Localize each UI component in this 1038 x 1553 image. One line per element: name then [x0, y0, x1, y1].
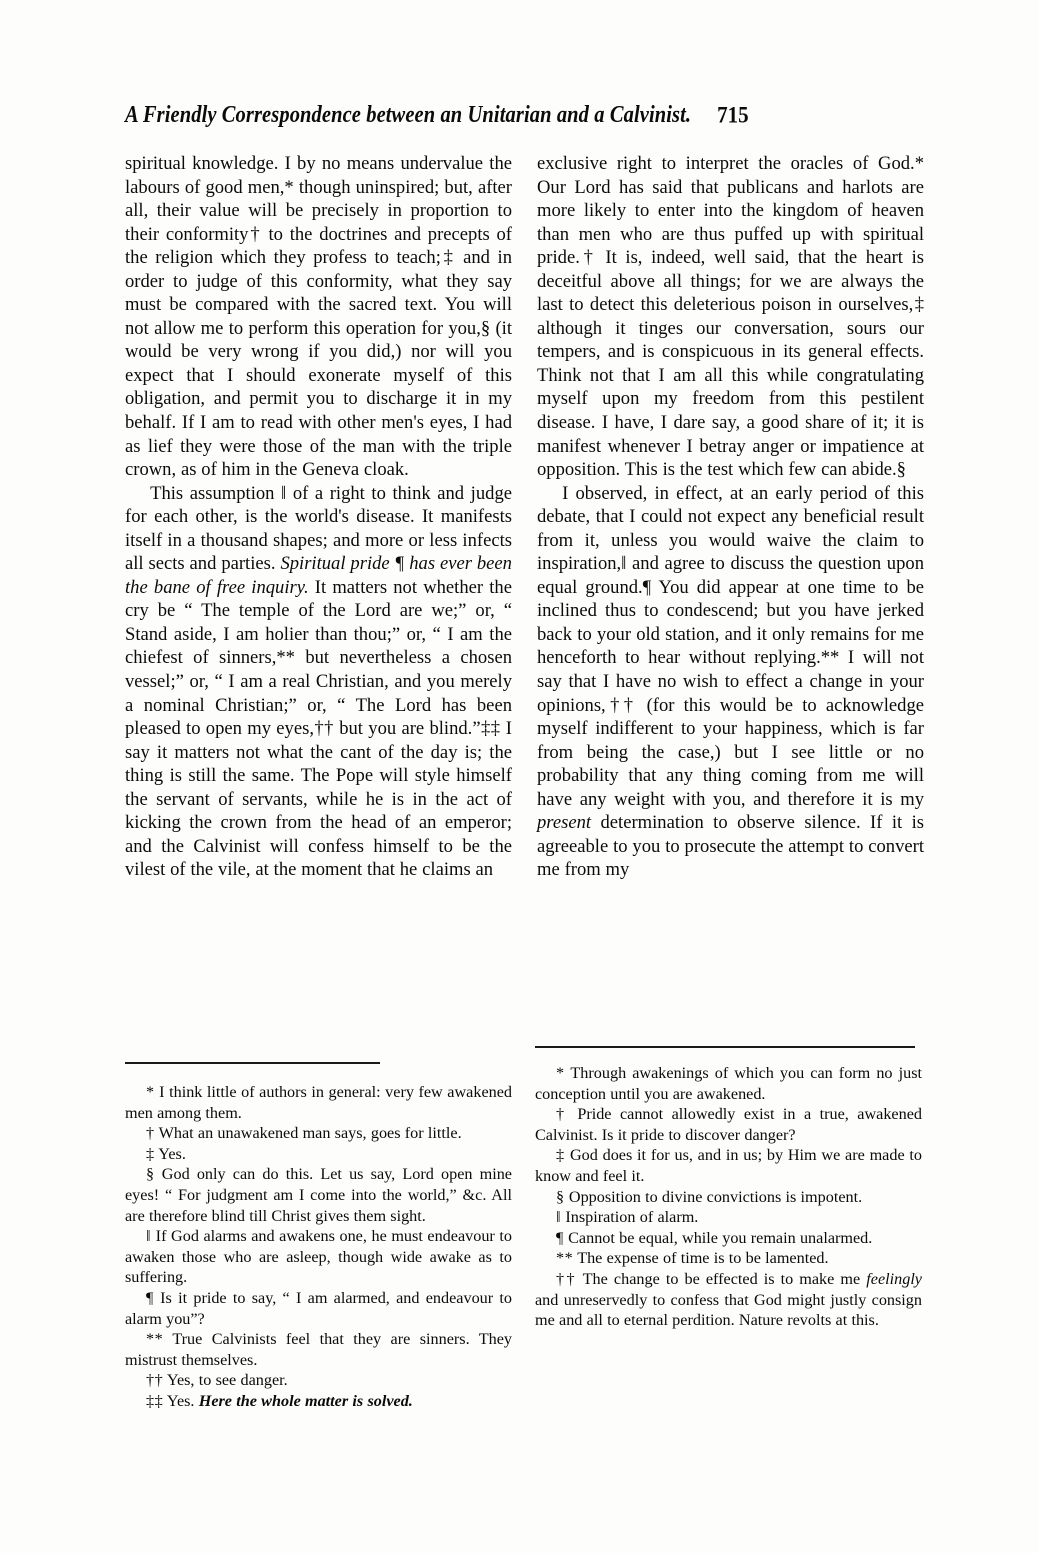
- left-footnote: [125, 1329, 512, 1370]
- left-footnote-text: If God alarms and awakens one, he must endeavour to awaken those who are asleep, though wide awake as to suffering.: [125, 1227, 512, 1287]
- left-footnote-text: Yes.: [154, 1144, 186, 1163]
- right-footnote-text: Inspiration of alarm.: [561, 1208, 699, 1227]
- left-footnote-marker: **: [146, 1330, 164, 1349]
- left-footnote-marker: ‡: [146, 1144, 155, 1163]
- left-footnote-marker: §: [146, 1165, 155, 1184]
- left-footnote-marker: ‡‡: [146, 1391, 164, 1410]
- right-paragraph-2-emphasis: present: [537, 812, 592, 834]
- right-footnote-marker: ††: [556, 1269, 577, 1288]
- right-footnote-marker: *: [556, 1064, 565, 1082]
- body-columns: [125, 152, 925, 882]
- right-paragraph-2: [537, 482, 924, 882]
- right-footnote-marker: ‡: [556, 1146, 566, 1165]
- footnote-rule-left: [125, 1062, 380, 1064]
- left-footnote-marker: ††: [146, 1371, 164, 1390]
- left-column: [125, 152, 512, 882]
- right-footnote-text-tail: and unreservedly to confess that God might justly consign me and all to eternal perdition. Nature revolts at this.: [535, 1290, 922, 1330]
- right-footnote: [535, 1228, 922, 1249]
- right-footnote-marker: ¶: [556, 1228, 564, 1247]
- right-footnote-marker: §: [556, 1187, 565, 1206]
- right-footnote-text: God does it for us, and in us; by Him we are made to know and feel it.: [535, 1146, 922, 1185]
- running-head: [125, 101, 915, 129]
- left-footnote-text: What an unawakened man says, goes for little.: [154, 1124, 462, 1143]
- right-column: [537, 152, 924, 882]
- right-footnote-text: Opposition to divine convictions is impotent.: [564, 1187, 863, 1206]
- right-paragraph-2-part-1: I observed, in effect, at an early period of this debate, that I could not expect any beneficial result from it, unless you would waive the claim to inspiration,‖ and agree to discuss the question upon equal ground.¶ You did appear at one time to be inclined thus to condescend; but you have jerked back to your old station, and it only remains for me henceforth to hear without replying.** I will not say that I have no wish to effect a change in your opinions,†† (for this would be to acknowledge myself indifferent to your happiness, which is far from being the case,) but I see little or no probability that any thing coming from me will have any weight with you, and therefore it is my: [537, 482, 924, 810]
- right-footnote-text: Cannot be equal, while you remain unalarmed.: [563, 1228, 873, 1247]
- left-footnote: [125, 1288, 512, 1329]
- right-footnote: [535, 1207, 922, 1228]
- left-footnote-text: I think little of authors in general: very few awakened men among them.: [125, 1083, 512, 1122]
- left-footnote-emphasis: Here the whole matter is solved.: [198, 1391, 413, 1410]
- page-number: 715: [717, 101, 749, 128]
- right-footnote-marker: †: [556, 1105, 569, 1124]
- right-footnote: [535, 1104, 922, 1145]
- left-paragraph-2-emphasis: Spiritual pride ¶ has ever been the bane of free inquiry.: [125, 553, 512, 598]
- left-paragraph-1: spiritual knowledge. I by no means undervalue the labours of good men,* though uninspired; but, after all, their value will be precisely in proportion to their conformity† to the doctrines and precepts of the religion which they profess to teach;‡ and in order to judge of this conformity, what they say must be compared with the sacred text. You will not allow me to perform this operation for you,§ (it would be very wrong if you did,) nor will you expect that I should exonerate myself of this obligation, and permit you to discharge it in my behalf. If I am to read with other men's eyes, I had as lief they were those of the man with the triple crown, as of him in the Geneva cloak.: [125, 153, 512, 481]
- right-footnote-text: Through awakenings of which you can form no just conception until you are awakened.: [535, 1064, 922, 1103]
- right-footnote: [535, 1269, 922, 1331]
- right-footnote-text: The expense of time is to be lamented.: [573, 1249, 829, 1268]
- right-footnote: [535, 1145, 922, 1186]
- left-paragraph-2-part-2: It matters not whether the cry be “ The temple of the Lord are we;” or, “ Stand aside, I am holier than thou;” or, “ I am the chiefest of sinners,** but nevertheless a chosen vessel;” or, “ I am a real Christian, and you merely a nominal Christian;” or, “ The Lord has been pleased to open my eyes,†† but you are blind.”‡‡ I say it matters not what the cant of the day is; the thing is still the same. The Pope will style himself the servant of servants, while he is in the act of kicking the crown from the head of an emperor; and the Calvinist will confess himself to be the vilest of the vile, at the moment that he claims an: [125, 576, 512, 881]
- left-footnote-marker: ‖: [146, 1227, 152, 1246]
- left-footnote-text: True Calvinists feel that they are sinners. They mistrust themselves.: [125, 1330, 512, 1369]
- left-footnote: [125, 1370, 512, 1391]
- left-footnote-text: Is it pride to say, “ I am alarmed, and endeavour to alarm you”?: [125, 1288, 512, 1328]
- right-footnote: [535, 1248, 922, 1269]
- left-paragraph-2: [125, 482, 512, 882]
- left-paragraph-2-part-1: This assumption ‖ of a right to think and judge for each other, is the world's disease. It manifests itself in a thousand shapes; and more or less infects all sects and parties.: [125, 482, 512, 575]
- right-footnote-emphasis: feelingly: [866, 1269, 922, 1288]
- right-paragraph-2-part-2: determination to observe silence. If it is agreeable to you to prosecute the attempt to convert me from my: [537, 812, 924, 881]
- left-footnote: [125, 1226, 512, 1288]
- right-footnote-text: The change to be effected is to make me: [576, 1269, 867, 1288]
- left-footnote: [125, 1144, 512, 1165]
- left-footnotes: [125, 1082, 512, 1412]
- right-footnote-marker: ‖: [556, 1208, 562, 1227]
- left-footnote: [125, 1123, 512, 1144]
- right-footnote: [535, 1063, 922, 1104]
- left-footnote-marker: *: [146, 1083, 155, 1101]
- left-footnote: [125, 1082, 512, 1123]
- left-footnote-text: Yes, to see danger.: [163, 1371, 288, 1390]
- left-footnote-text: God only can do this. Let us say, Lord open mine eyes! “ For judgment am I come into the world,” &c. All are therefore blind till Christ gives them sight.: [125, 1165, 512, 1225]
- right-footnotes: [535, 1063, 922, 1331]
- left-footnote: [125, 1164, 512, 1226]
- left-footnote: [125, 1391, 512, 1412]
- right-footnote: [535, 1187, 922, 1208]
- right-footnote-marker: **: [556, 1249, 574, 1268]
- right-paragraph-1: exclusive right to interpret the oracles of God.* Our Lord has said that publicans and harlots are more likely to enter into the kingdom of heaven than men who are thus puffed up with spiritual pride.† It is, indeed, well said, that the heart is deceitful above all things; for we are always the last to detect this deleterious poison in ourselves,‡ although it tinges our conversation, sours our tempers, and is conspicuous in its general effects. Think not that I am all this while congratulating myself upon my freedom from this pestilent disease. I have, I dare say, a good share of it; it is manifest whenever I betray anger or impatience at opposition. This is the test which few can abide.§: [537, 153, 924, 481]
- right-footnote-text: Pride cannot allowedly exist in a true, awakened Calvinist. Is it pride to discover danger?: [535, 1105, 922, 1144]
- running-head-title: A Friendly Correspondence between an Unitarian and a Calvinist.: [125, 101, 692, 128]
- footnote-rule-right: [535, 1046, 915, 1048]
- left-footnote-marker: †: [146, 1124, 155, 1143]
- left-footnote-marker: ¶: [146, 1288, 154, 1307]
- left-footnote-text: Yes.: [163, 1391, 199, 1410]
